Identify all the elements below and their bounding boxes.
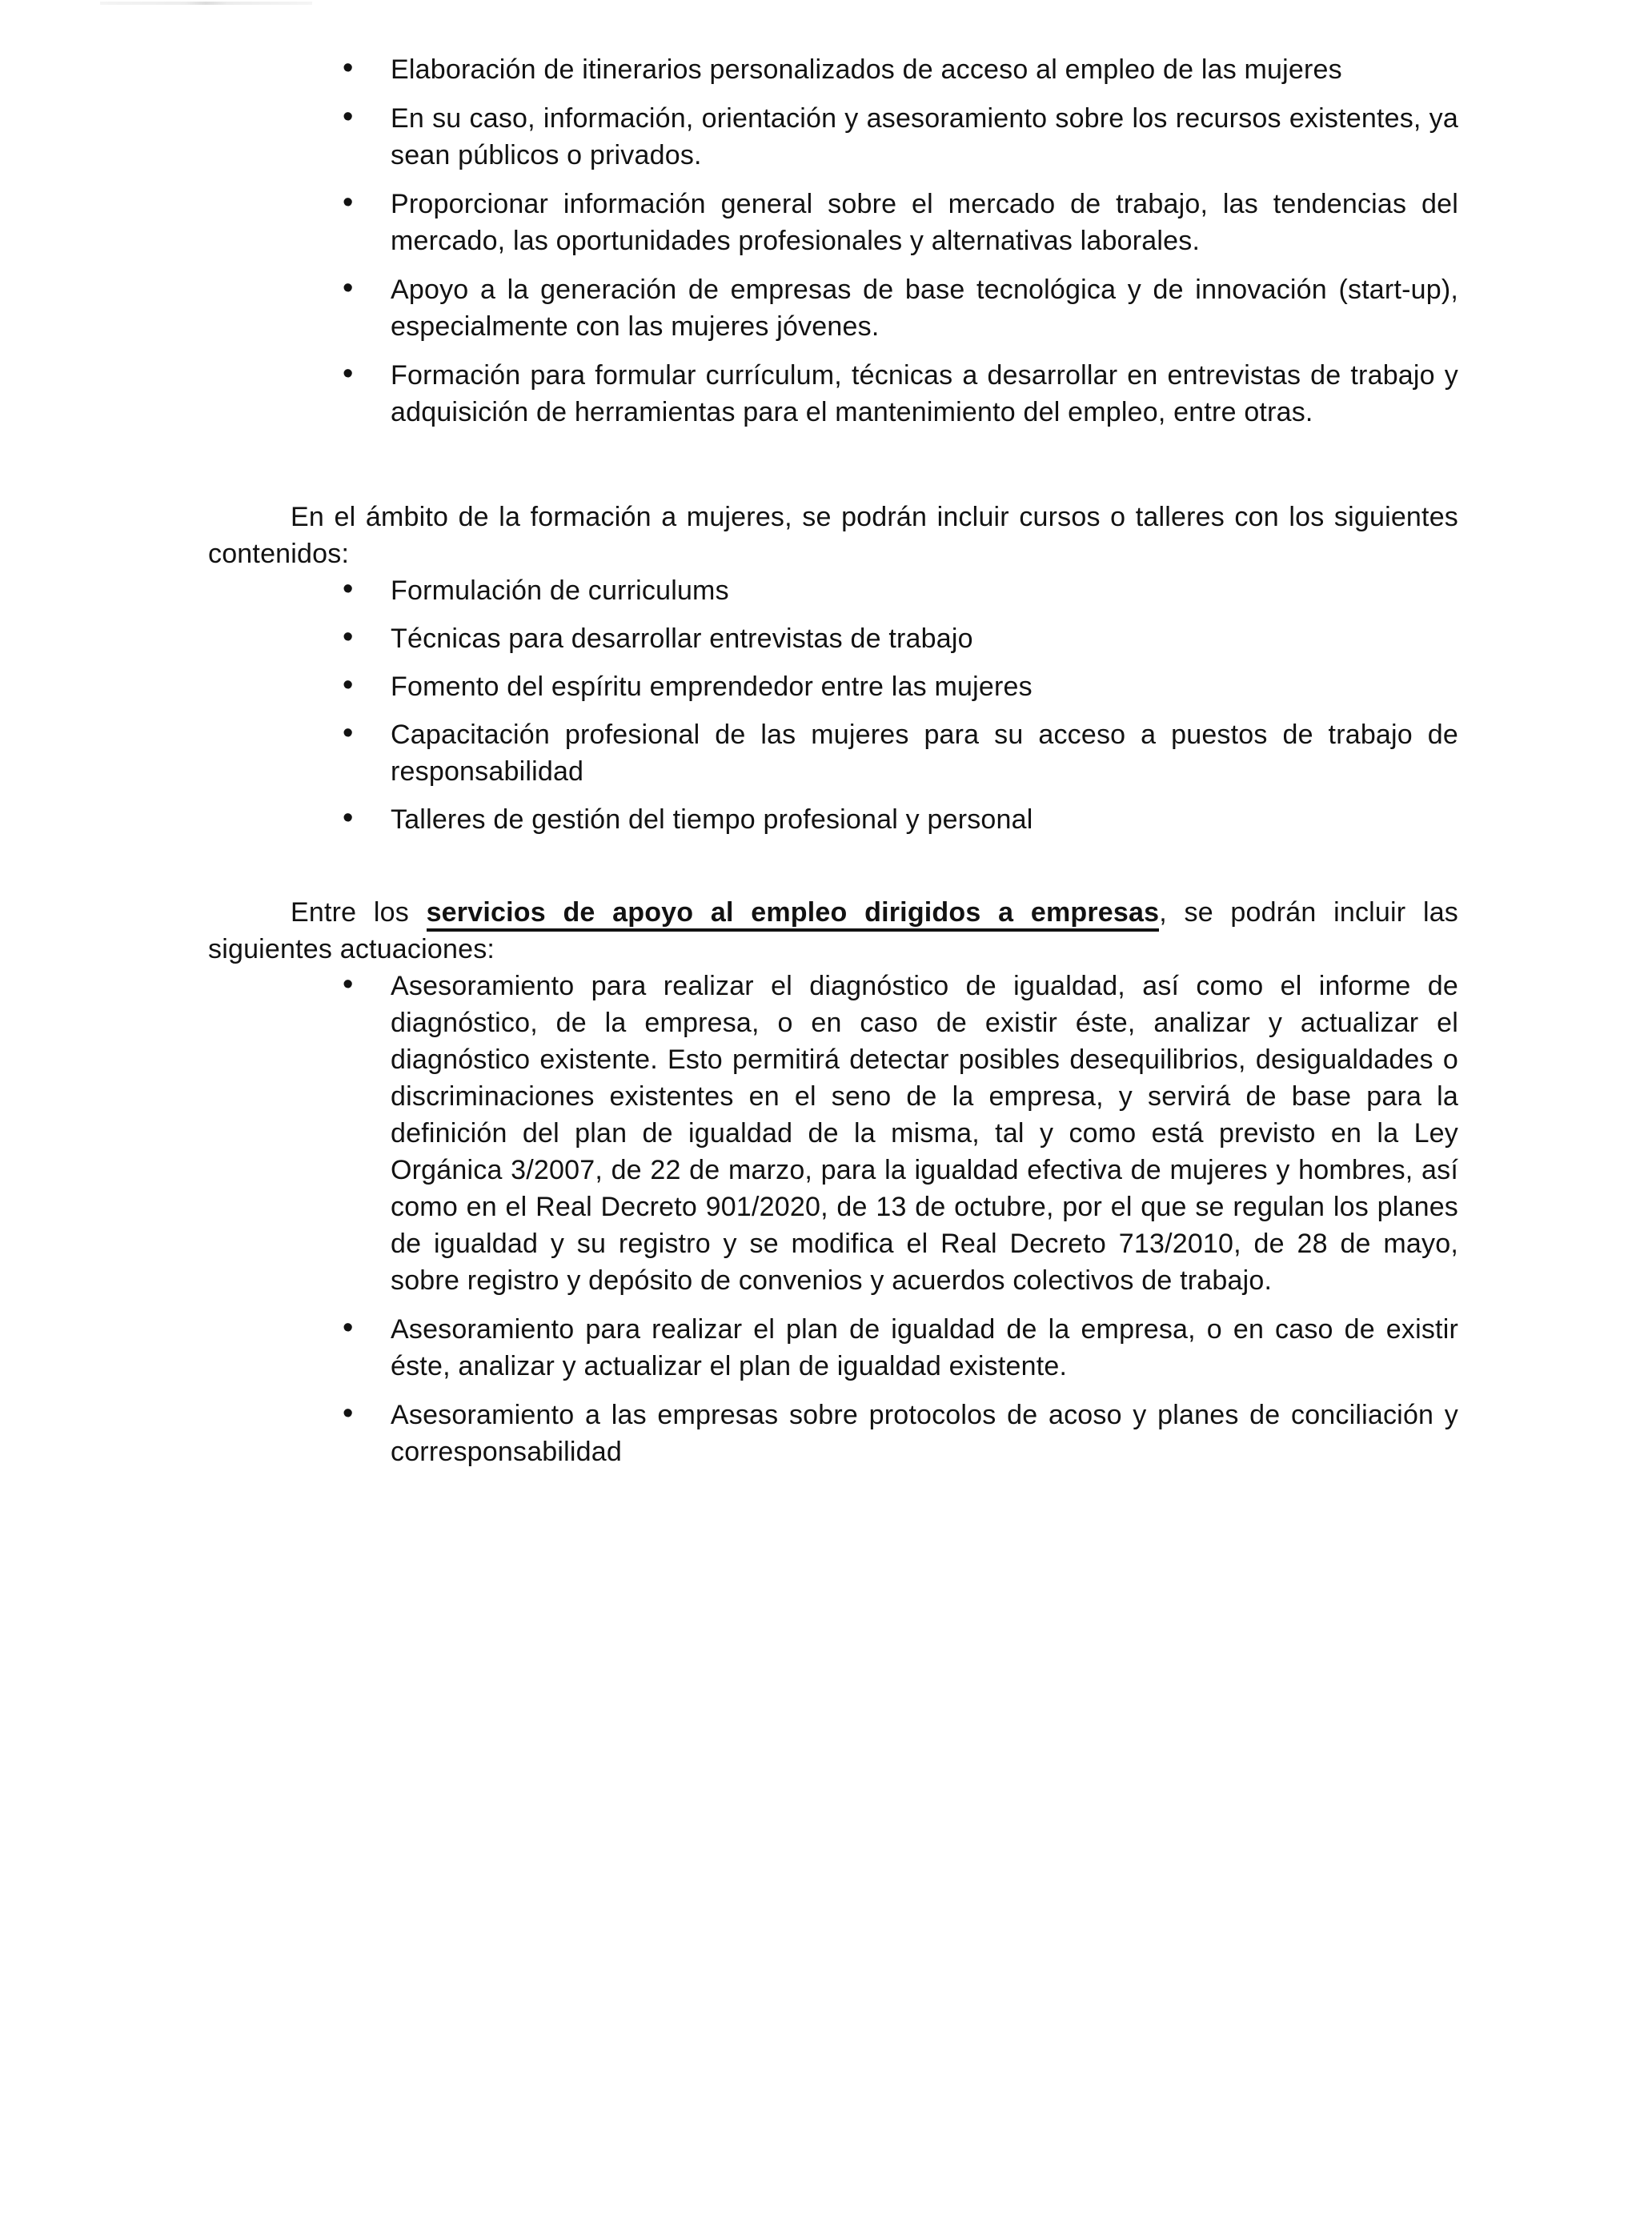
list-item <box>208 1311 1458 1385</box>
list-item-text: Técnicas para desarrollar entrevistas de trabajo <box>391 623 973 654</box>
bullet-icon: • <box>343 716 354 750</box>
list-item <box>208 51 1458 88</box>
paragraph-prefix: Entre los <box>291 897 427 928</box>
list-item-text: En su caso, información, orientación y asesoramiento sobre los recursos existentes, ya sean públicos o privados. <box>391 103 1458 170</box>
list-item-text: Asesoramiento para realizar el diagnóstico de igualdad, así como el informe de diagnóstico, de la empresa, o en caso de existir éste, analizar y actualizar el diagnóstico existente. Esto permitirá detectar posibles desequilibrios, desigualdades o discriminaciones existentes en el seno de la empresa, y servirá de base para la definición del plan de igualdad de la misma, tal y como está previsto en la Ley Orgánica 3/2007, de 22 de marzo, para la igualdad efectiva de mujeres y hombres, así como en el Real Decreto 901/2020, de 13 de octubre, por el que se regulan los planes de igualdad y su registro y se modifica el Real Decreto 713/2010, de 28 de mayo, sobre registro y depósito de convenios y acuerdos colectivos de trabajo. <box>391 971 1458 1296</box>
company-services-intro-paragraph <box>208 894 1458 968</box>
bullet-icon: • <box>343 801 354 835</box>
list-item-text: Asesoramiento para realizar el plan de igualdad de la empresa, o en caso de existir éste, analizar y actualizar el plan de igualdad existente. <box>391 1314 1458 1381</box>
bullet-icon: • <box>343 100 354 134</box>
list-item-text: Elaboración de itinerarios personalizados de acceso al empleo de las mujeres <box>391 54 1342 85</box>
bullet-icon: • <box>343 968 354 1001</box>
list-item-text: Asesoramiento a las empresas sobre protocolos de acoso y planes de conciliación y corresponsabilidad <box>391 1400 1458 1467</box>
company-services-list <box>208 968 1458 1470</box>
list-item <box>208 620 1458 657</box>
bullet-icon: • <box>343 572 354 606</box>
list-item <box>208 668 1458 705</box>
list-item <box>208 186 1458 259</box>
list-item <box>208 271 1458 345</box>
bullet-icon: • <box>343 186 354 219</box>
list-item-text: Fomento del espíritu emprendedor entre las mujeres <box>391 672 1032 702</box>
bullet-icon: • <box>343 668 354 702</box>
list-item-text: Formación para formular currículum, técnicas a desarrollar en entrevistas de trabajo y adquisición de herramientas para el mantenimiento del empleo, entre otras. <box>391 360 1458 427</box>
list-item-text: Capacitación profesional de las mujeres para su acceso a puestos de trabajo de responsabilidad <box>391 720 1458 787</box>
list-item-text: Proporcionar información general sobre el mercado de trabajo, las tendencias del mercado, las oportunidades profesionales y alternativas laborales. <box>391 189 1458 256</box>
list-item <box>208 100 1458 174</box>
bullet-icon: • <box>343 1397 354 1430</box>
list-item-text: Talleres de gestión del tiempo profesional y personal <box>391 804 1033 835</box>
services-for-women-list <box>208 51 1458 431</box>
paragraph-suffix: , se podrán incluir las siguientes actuaciones: <box>208 897 1459 964</box>
bullet-icon: • <box>343 271 354 305</box>
bullet-icon: • <box>343 1311 354 1345</box>
training-intro-paragraph: En el ámbito de la formación a mujeres, se podrán incluir cursos o talleres con los siguientes contenidos: <box>208 502 1458 569</box>
list-item <box>208 357 1458 431</box>
list-item <box>208 1397 1458 1470</box>
bullet-icon: • <box>343 357 354 391</box>
training-contents-list <box>208 572 1458 838</box>
list-item <box>208 572 1458 609</box>
list-item-text: Formulación de curriculums <box>391 575 729 606</box>
list-item <box>208 968 1458 1299</box>
bullet-icon: • <box>343 51 354 85</box>
list-item <box>208 801 1458 838</box>
list-item-text: Apoyo a la generación de empresas de base tecnológica y de innovación (start-up), especialmente con las mujeres jóvenes. <box>391 275 1458 342</box>
list-item <box>208 716 1458 790</box>
document-content <box>208 0 1458 1470</box>
bullet-icon: • <box>343 620 354 654</box>
company-services-highlight: servicios de apoyo al empleo dirigidos a empresas <box>427 897 1160 932</box>
